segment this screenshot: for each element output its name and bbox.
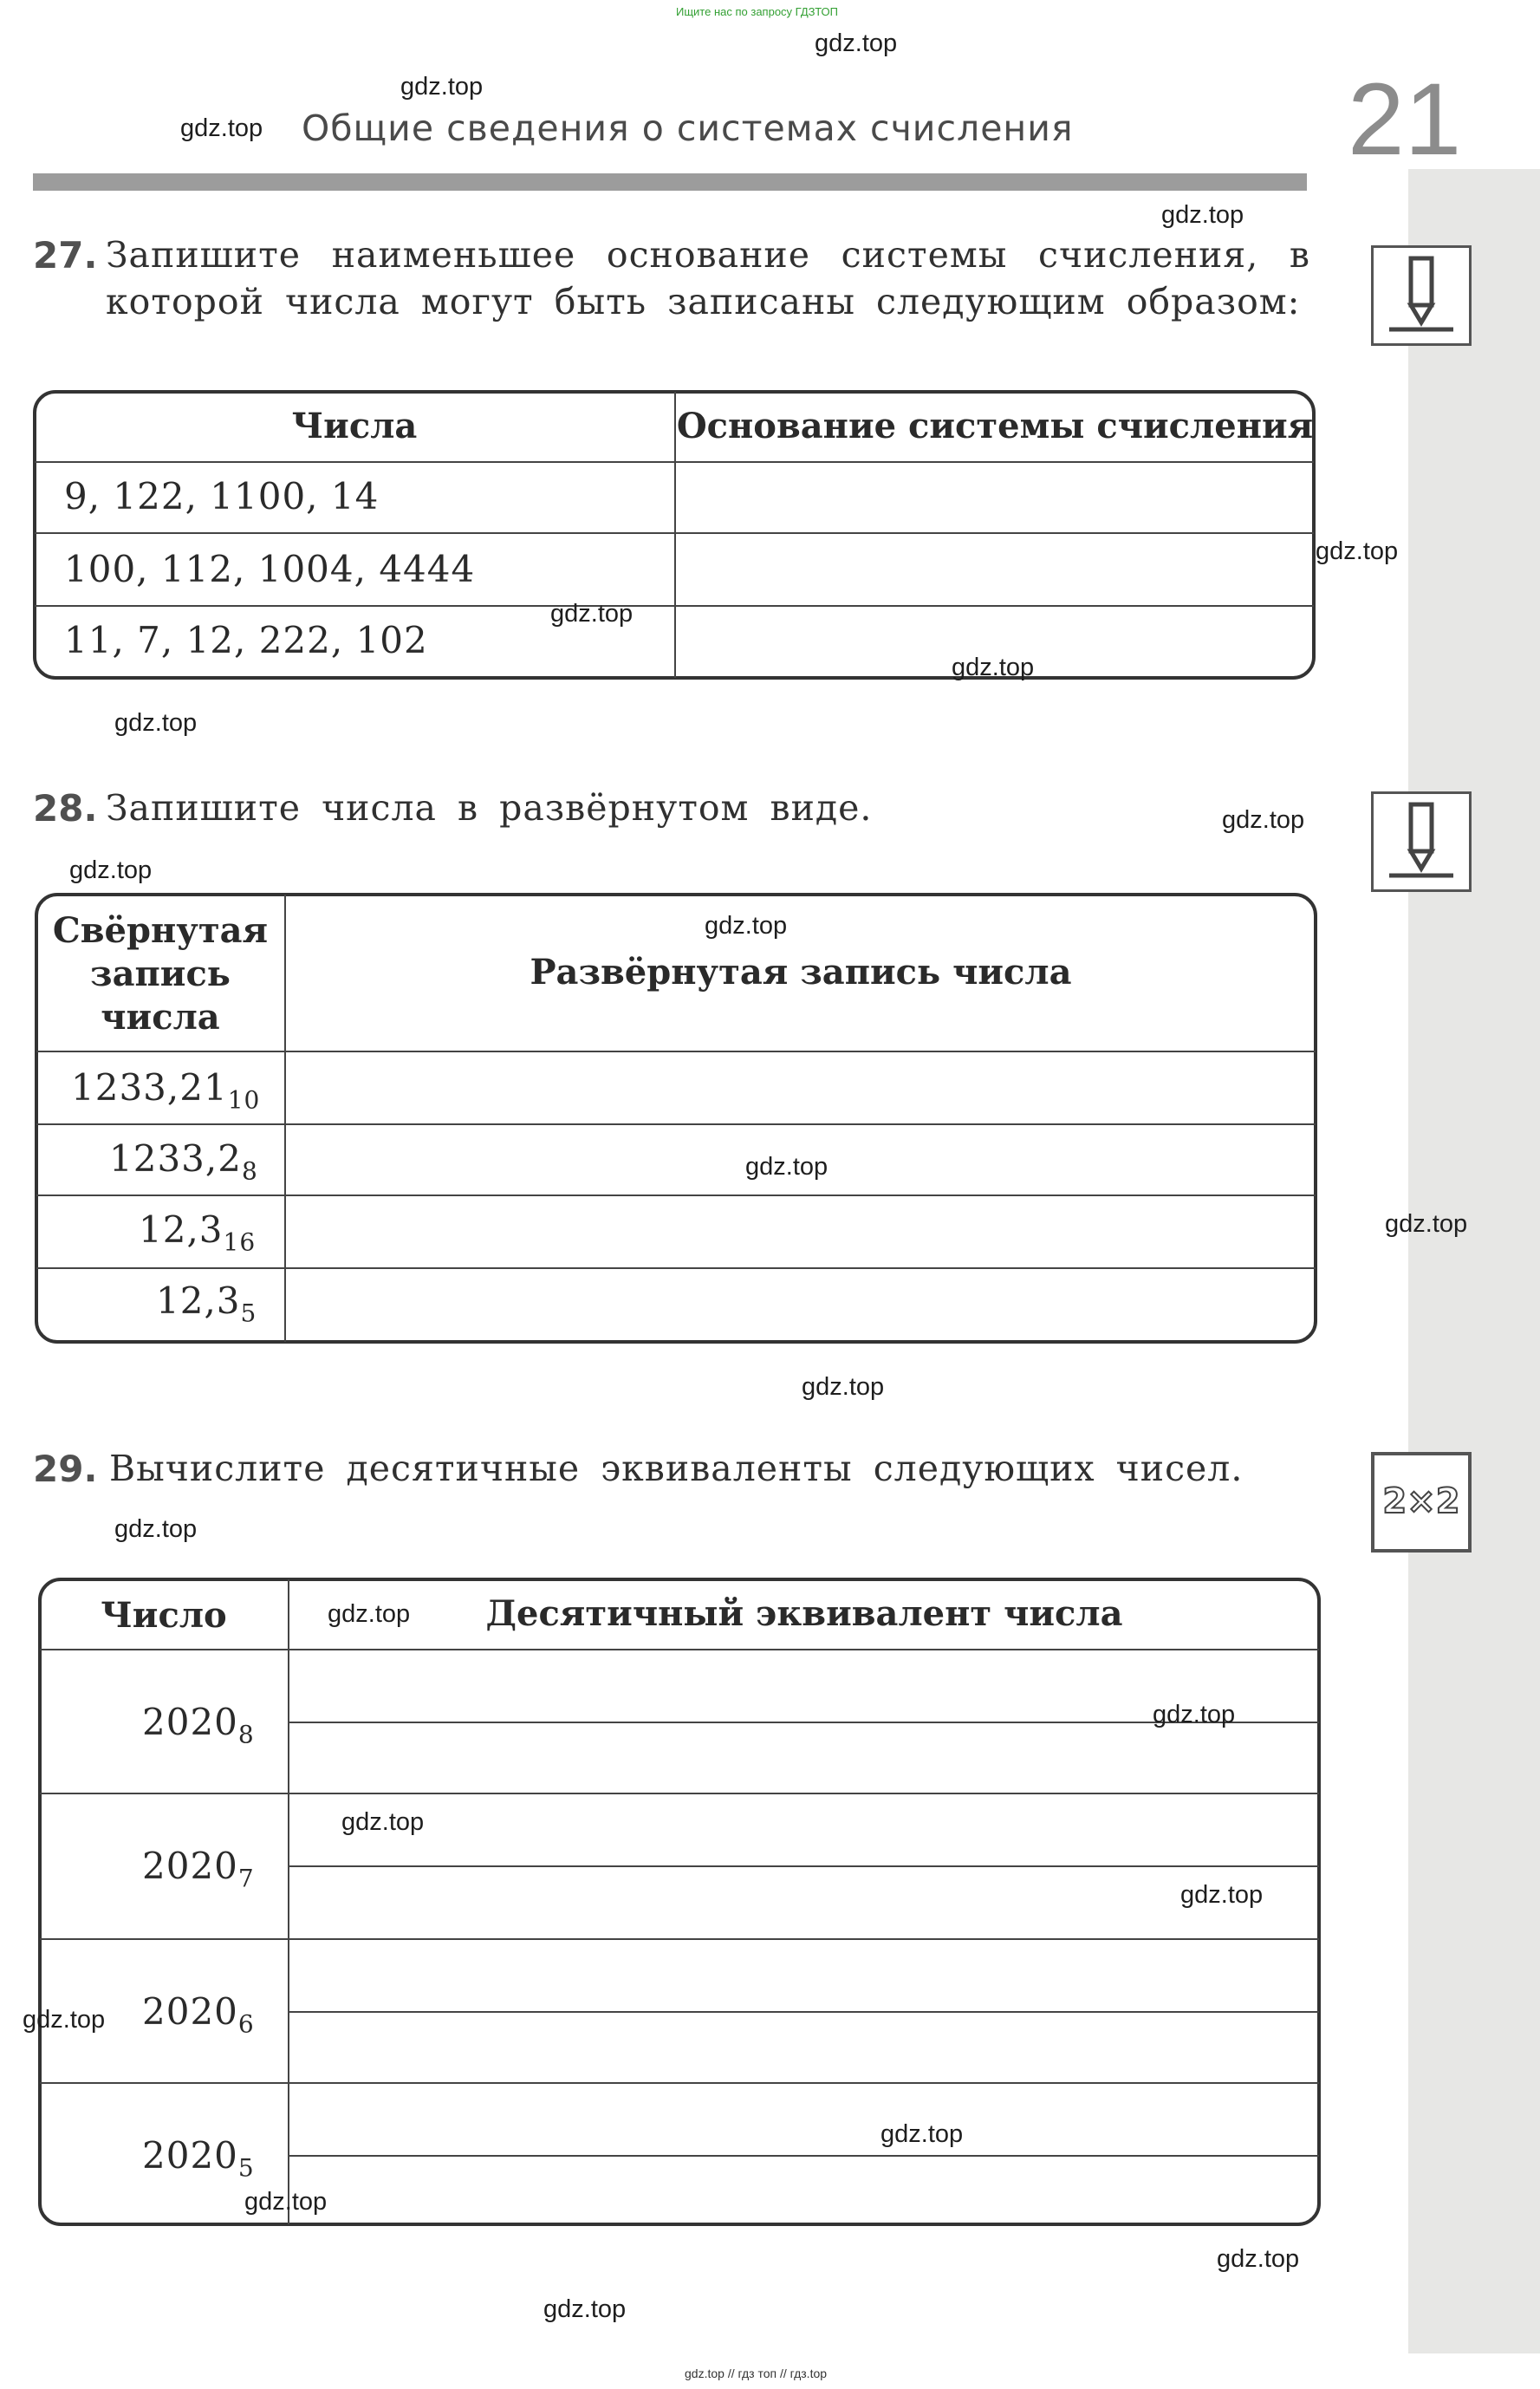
task29-row-4: $2020_5$ <box>142 2134 255 2183</box>
table-divider <box>40 1649 1319 1650</box>
calculation-icon-label: 2×2 <box>1382 1481 1460 1521</box>
col-header-decimal: Десятичный эквивалент числа <box>485 1593 1123 1634</box>
table-divider <box>35 532 1314 534</box>
page-number: 21 <box>1348 62 1462 177</box>
task27-number: 27. <box>33 234 98 277</box>
col-header-expanded: Развёрнутая запись числа <box>530 952 1072 993</box>
watermark: gdz.top <box>1217 2245 1300 2273</box>
col-header-numbers: Числа <box>291 406 418 446</box>
watermark: gdz.top <box>880 2120 964 2148</box>
watermark: gdz.top <box>23 2006 106 2034</box>
table-divider <box>36 1051 1316 1052</box>
pencil-icon <box>1371 791 1472 892</box>
task27-text-line2: которой числа могут быть записаны следующим образом: <box>106 281 1301 322</box>
watermark: gdz.top <box>550 600 634 628</box>
task29-row-1: $2020_8$ <box>142 1701 255 1749</box>
calculation-icon <box>1371 1452 1472 1553</box>
watermark: gdz.top <box>341 1808 425 1836</box>
col-header-base: Основание системы счисления <box>676 406 1314 446</box>
task27-row-2: 100, 112, 1004, 4444 <box>64 548 476 590</box>
watermark: gdz.top <box>1153 1701 1236 1728</box>
table-divider <box>288 2155 1319 2157</box>
task29-table <box>38 1578 1321 2226</box>
col-header-collapsed-l3: числа <box>101 997 220 1038</box>
watermark: gdz.top <box>952 654 1035 681</box>
task28-text: Запишите числа в развёрнутом виде. <box>106 787 873 829</box>
task27-text-line1: Запишите наименьшее основание системы счисления, в <box>106 234 1310 276</box>
task28-row-3: $12,3_{16}$ <box>139 1208 257 1257</box>
table-divider <box>36 1267 1316 1269</box>
task29-row-2: $2020_7$ <box>142 1845 255 1893</box>
table-divider <box>288 2011 1319 2013</box>
task28-row-2: $1233,2_8$ <box>109 1137 258 1186</box>
table-divider <box>35 461 1314 463</box>
watermark: gdz.top <box>705 912 788 940</box>
col-header-number: Число <box>101 1595 227 1636</box>
top-hint: Ищите нас по запросу ГДЗТОП <box>676 5 839 18</box>
task29-row-3: $2020_6$ <box>142 1990 255 2039</box>
running-title: Общие сведения о системах счисления <box>302 107 1074 149</box>
table-divider <box>36 1194 1316 1196</box>
task28-number: 28. <box>33 787 98 830</box>
watermark: gdz.top <box>114 1515 198 1543</box>
watermark: gdz.top <box>180 114 263 142</box>
header-rule <box>33 173 1307 191</box>
col-header-collapsed-l2: запись <box>90 954 231 994</box>
table-divider <box>36 1123 1316 1125</box>
footer-hint: gdz.top // гдз топ // гдз.top <box>685 2366 828 2380</box>
table-divider <box>40 2082 1319 2084</box>
watermark: gdz.top <box>244 2188 328 2216</box>
watermark: gdz.top <box>1385 1210 1468 1238</box>
watermark: gdz.top <box>1161 201 1244 229</box>
table-divider <box>288 1865 1319 1867</box>
watermark: gdz.top <box>802 1373 885 1401</box>
watermark: gdz.top <box>328 1600 411 1628</box>
table-divider <box>40 1938 1319 1940</box>
watermark: gdz.top <box>1222 806 1305 834</box>
watermark: gdz.top <box>543 2295 627 2323</box>
table-divider <box>288 1579 289 2224</box>
task27-row-3: 11, 7, 12, 222, 102 <box>64 619 428 661</box>
watermark: gdz.top <box>400 73 484 101</box>
table-divider <box>40 1793 1319 1794</box>
watermark: gdz.top <box>745 1153 828 1181</box>
task27-row-1: 9, 122, 1100, 14 <box>64 475 380 518</box>
watermark: gdz.top <box>69 856 153 884</box>
watermark: gdz.top <box>1316 537 1399 565</box>
task29-text: Вычислите десятичные эквиваленты следующих чисел. <box>109 1448 1244 1489</box>
watermark: gdz.top <box>815 29 898 57</box>
margin-band <box>1408 169 1540 2353</box>
task28-row-1: $1233,21_{10}$ <box>71 1066 261 1115</box>
table-divider <box>35 605 1314 607</box>
pencil-icon <box>1371 245 1472 346</box>
task29-number: 29. <box>33 1448 98 1490</box>
watermark: gdz.top <box>1180 1881 1264 1909</box>
task28-row-4: $12,3_5$ <box>156 1279 257 1328</box>
watermark: gdz.top <box>114 709 198 737</box>
col-header-collapsed-l1: Свёрнутая <box>52 910 269 951</box>
